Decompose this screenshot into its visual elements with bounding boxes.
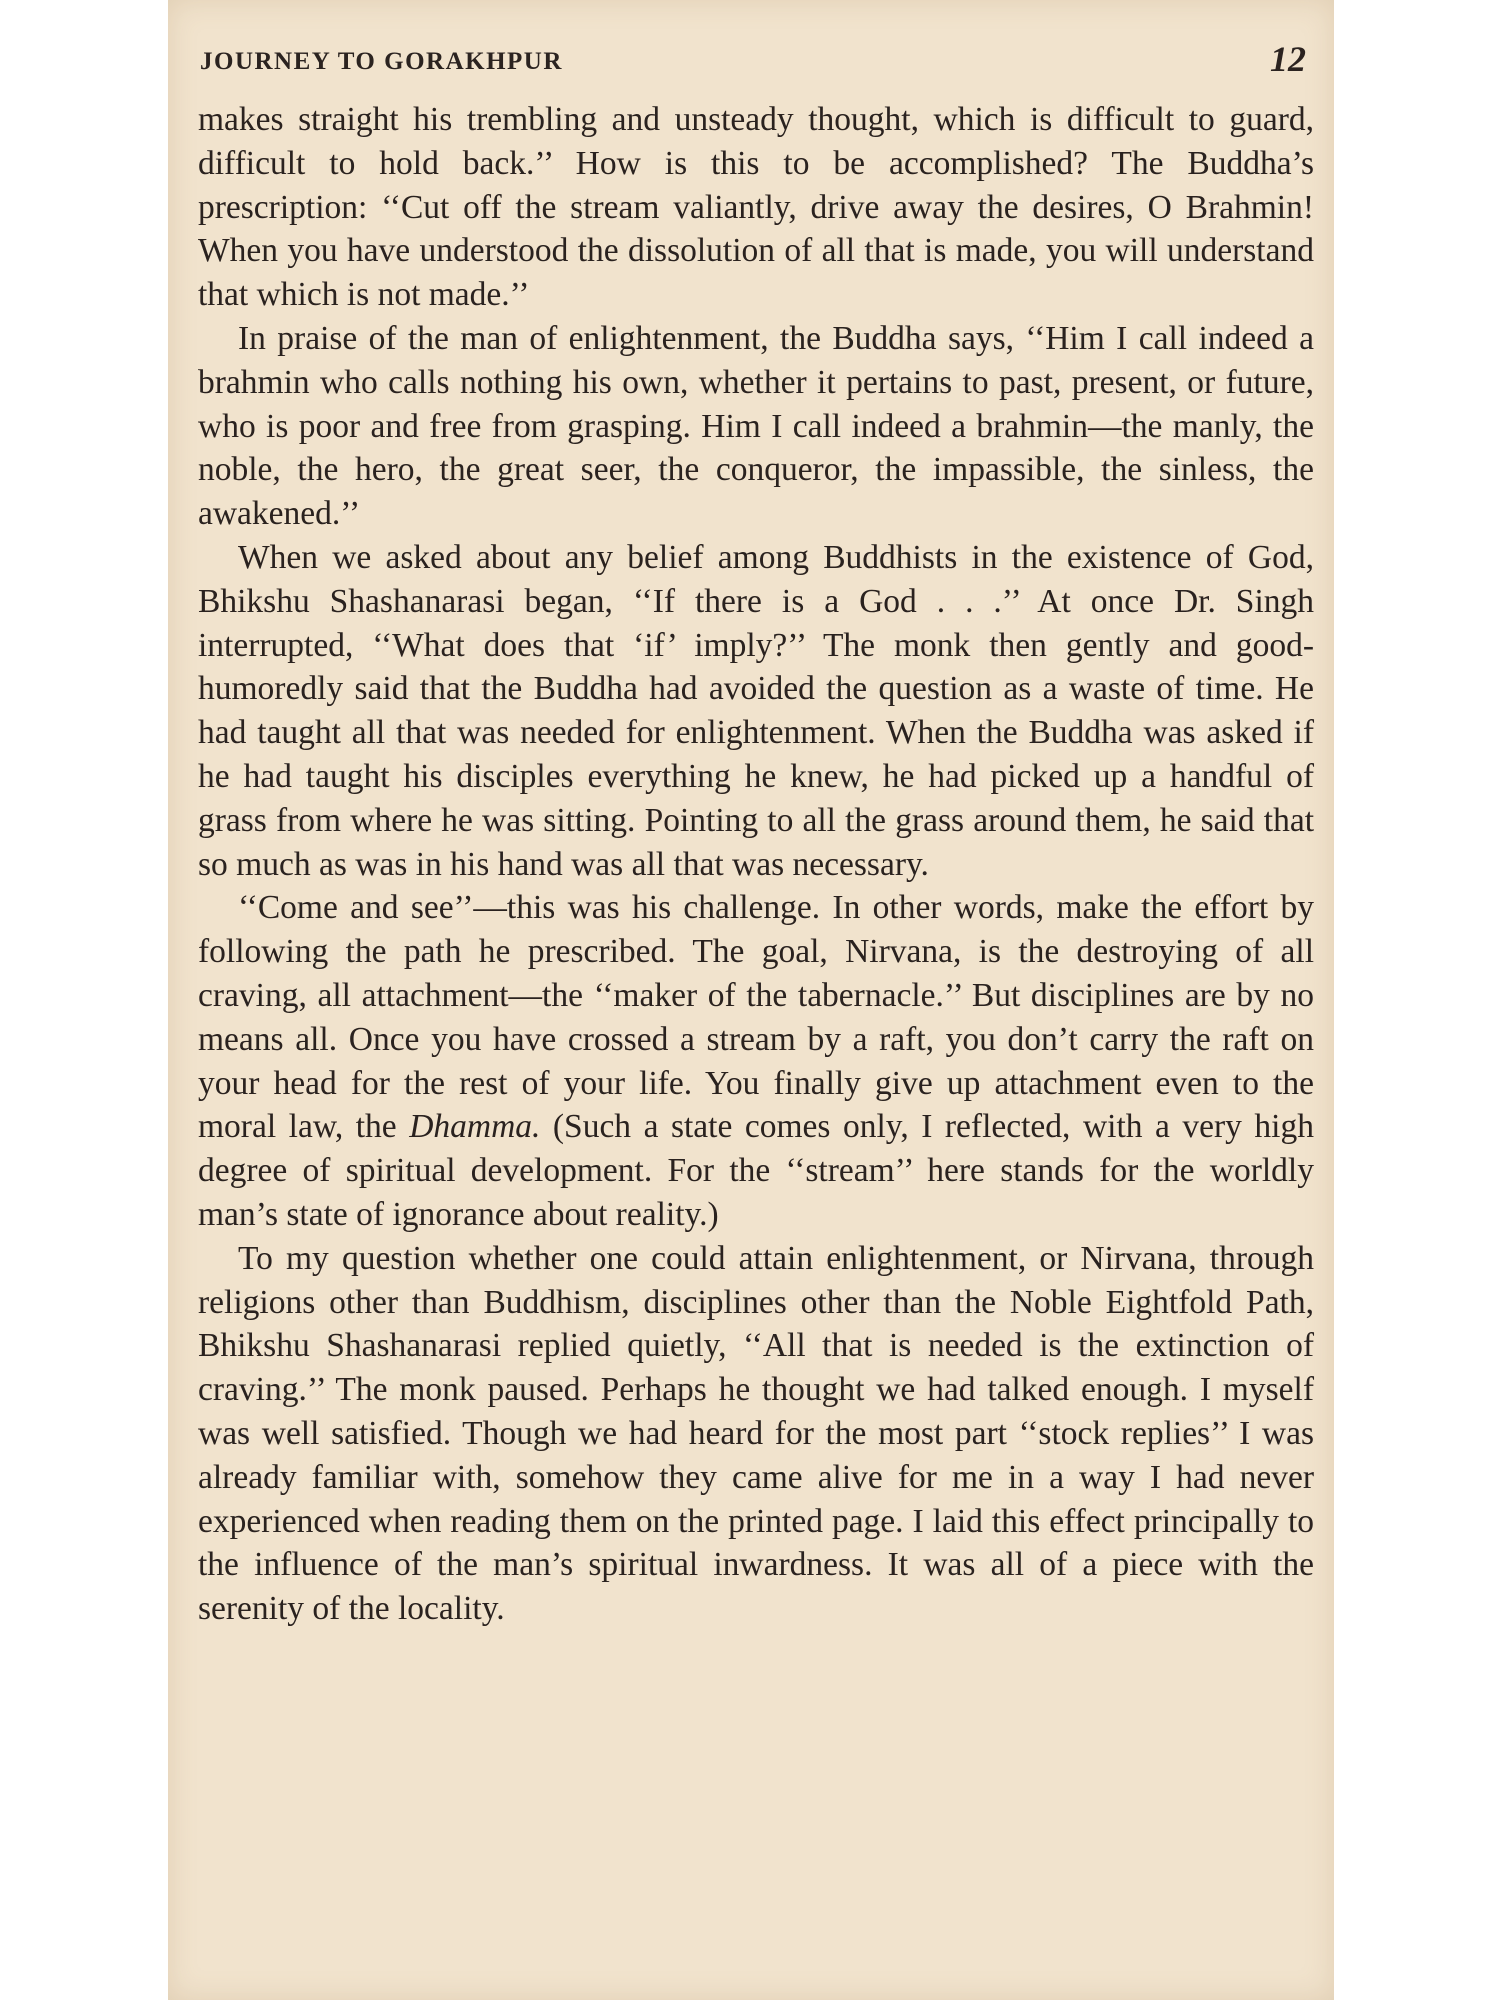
paragraph-5: To my question whether one could attain enlightenment, or Nirvana, through religions other than Buddhism, disciplines other than the Noble Eightfold Path, Bhikshu Shashanarasi replied quietly, ‘‘All that is needed is the extinction of craving.’’ The monk paused. Perhaps he thought we had talked enough. I myself was well satisfied. Though we had heard for the most part ‘‘stock replies’’ I was already familiar with, somehow they came alive for me in a way I had never experienced when reading them on the printed page. I laid this effect principally to the influence of the man’s spiritual inwardness. It was all of a piece with the serenity of the locality. bbox=[198, 1239, 1314, 1628]
page-number: 12 bbox=[1270, 39, 1306, 79]
paragraph-4-text-after: (Such a state comes only, I reflected, with a very high degree of spiritual development. For the ‘‘stream’’ here stands for the worldly man’s state of ignorance about reality.) bbox=[198, 1108, 1314, 1233]
paragraph-4 bbox=[198, 886, 1314, 1236]
paragraph-1: makes straight his trembling and unsteady thought, which is difficult to guard, difficult to hold back.’’ How is this to be accomplished? The Buddha’s prescription: ‘‘Cut off the stream valiantly, drive away the desires, O Brahmin! When you have understood the dissolution of all that is made, you will understand that which is not made.’’ bbox=[198, 101, 1314, 314]
body-text bbox=[198, 98, 1314, 1631]
paragraph-4-text-before: ‘‘Come and see’’—this was his challenge. In other words, make the effort by following the path he prescribed. The goal, Nirvana, is the destroying of all craving, all attachment—the ‘‘maker of the tabernacle.’’ But disciplines are by no means all. Once you have crossed a stream by a raft, you don’t carry the raft on your head for the rest of your life. You finally give up attachment even to the moral law, the bbox=[198, 889, 1314, 1146]
dhamma-italic: Dhamma. bbox=[409, 1108, 541, 1146]
page-header bbox=[200, 39, 1306, 84]
paragraph-2: In praise of the man of enlightenment, the Buddha says, ‘‘Him I call indeed a brahmin who calls nothing his own, whether it pertains to past, present, or future, who is poor and free from grasping. Him I call indeed a brahmin—the manly, the noble, the hero, the great seer, the conqueror, the impassible, the sinless, the awakened.’’ bbox=[198, 319, 1314, 533]
book-page bbox=[168, 0, 1334, 2000]
paragraph-3: When we asked about any belief among Buddhists in the existence of God, Bhikshu Shashanarasi began, ‘‘If there is a God . . .’’ At once Dr. Singh interrupted, ‘‘What does that ‘if’ imply?’’ The monk then gently and good-humoredly said that the Buddha had avoided the question as a waste of time. He had taught all that was needed for enlightenment. When the Buddha was asked if he had taught his disciples everything he knew, he had picked up a handful of grass from where he was sitting. Pointing to all the grass around them, he said that so much as was in his hand was all that was necessary. bbox=[198, 538, 1314, 883]
running-title: JOURNEY TO GORAKHPUR bbox=[200, 48, 563, 75]
